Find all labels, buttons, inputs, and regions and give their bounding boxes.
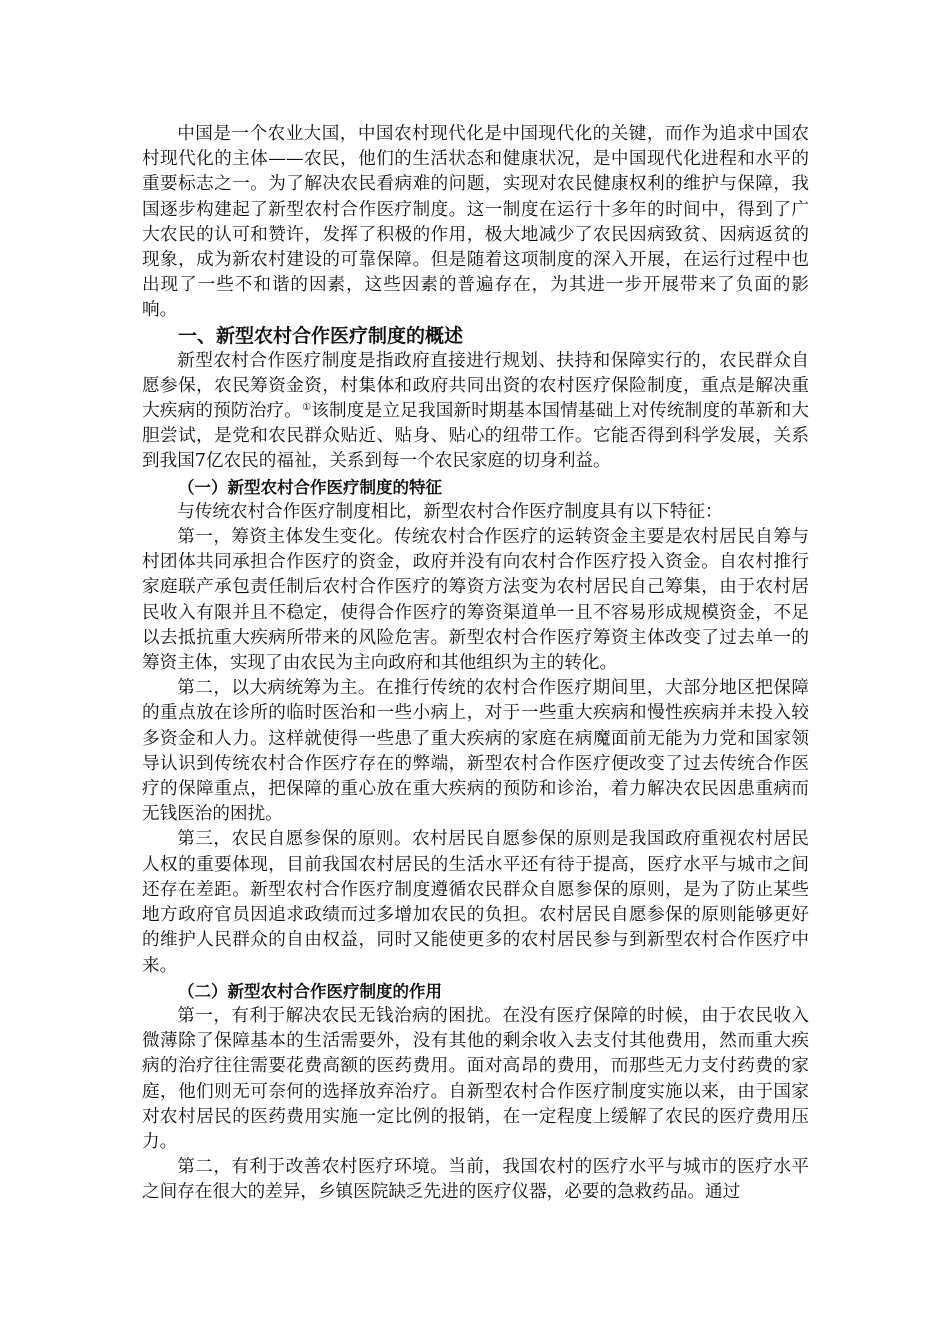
footnote-marker[interactable]: ① [302,402,312,414]
subsection-1-point-3: 第三，农民自愿参保的原则。农村居民自愿参保的原则是我国政府重视农村居民人权的重要体现，目前我国农村居民的生活水平还有待于提高，医疗水平与城市之间还存在差距。新型农村合作医疗制度遵循农民群众自愿参保的原则，是为了防止某些地方政府官员因追求政绩而过多增加农民的负担。农村居民自愿参保的原则能够更好的维护人民群众的自由权益，同时又能使更多的农村居民参与到新型农村合作医疗中来。 [142,829,809,976]
subsection-1-lead: 与传统农村合作医疗制度相比，新型农村合作医疗制度具有以下特征： [177,501,723,522]
intro-paragraph: 中国是一个农业大国，中国农村现代化是中国现代化的关键，而作为追求中国农村现代化的主体——农民，他们的生活状态和健康状况，是中国现代化进程和水平的重要标志之一。为了解决农民看病难的问题，实现对农民健康权利的维护与保障，我国逐步构建起了新型农村合作医疗制度。这一制度在运行十多年的时间中，得到了广大农民的认可和赞许，发挥了积极的作用，极大地减少了农民因病致贫、因病返贫的现象，成为新农村建设的可靠保障。但是随着这项制度的深入开展，在运行过程中也出现了一些不和谐的因素，这些因素的普遍存在，为其进一步开展带来了负面的影响。 [142,124,809,321]
subsection-1-heading: （一）新型农村合作医疗制度的特征 [178,477,442,497]
section-1-heading: 一、新型农村合作医疗制度的概述 [178,324,464,347]
subsection-1-point-2: 第二，以大病统筹为主。在推行传统的农村合作医疗期间里，大部分地区把保障的重点放在诊所的临时医治和一些小病上，对于一些重大疾病和慢性疾病并未投入较多资金和人力。这样就使得一些患了重大疾病的家庭在病魔面前无能为力党和国家领导认识到传统农村合作医疗存在的弊端，新型农村合作医疗便改变了过去传统合作医疗的保障重点，把保障的重心放在重大疾病的预防和诊治，着力解决农民因患重病而无钱医治的困扰。 [142,678,809,825]
section-1-paragraph-part-a: 新型农村合作医疗制度是指政府直接进行规划、扶持和保障实行的，农民群众自愿参保，农民筹资金资，村集体和政府共同出资的农村医疗保险制度，重点是解决重大疾病的预防治疗。 [142,350,809,422]
subsection-1-point-1: 第一，筹资主体发生变化。传统农村合作医疗的运转资金主要是农村居民自筹与村团体共同承担合作医疗的资金，政府并没有向农村合作医疗投入资金。自农村推行家庭联产承包责任制后农村合作医疗的筹资方法变为农村居民自己筹集，由于农村居民收入有限并且不稳定，使得合作医疗的筹资渠道单一且不容易形成规模资金，不足以去抵抗重大疾病所带来的风险危害。新型农村合作医疗筹资主体改变了过去单一的筹资主体，实现了由农民为主向政府和其他组织为主的转化。 [142,527,809,674]
section-1-paragraph [142,349,809,475]
document-page [142,122,809,1206]
subsection-2-point-2: 第二，有利于改善农村医疗环境。当前，我国农村的医疗水平与城市的医疗水平之间存在很大的差异，乡镇医院缺乏先进的医疗仪器，必要的急救药品。通过 [142,1157,809,1203]
section-1-paragraph-part-b: 该制度是立足我国新时期基本国情基础上对传统制度的革新和大胆尝试，是党和农民群众贴近、贴身、贴心的纽带工作。它能否得到科学发展，关系到我国7亿农民的福祉，关系到每一个农民家庭的切身利益。 [142,401,809,472]
subsection-2-heading: （二）新型农村合作医疗制度的作用 [178,981,442,1001]
subsection-2-point-1: 第一，有利于解决农民无钱治病的困扰。在没有医疗保障的时候，由于农民收入微薄除了保障基本的生活需要外，没有其他的剩余收入去支付其他费用，然而重大疾病的治疗往往需要花费高额的医药费用。面对高昂的费用，而那些无力支付药费的家庭，他们则无可奈何的选择放弃治疗。自新型农村合作医疗制度实施以来，由于国家对农村居民的医药费用实施一定比例的报销，在一定程度上缓解了农民的医疗费用压力。 [142,1005,809,1152]
